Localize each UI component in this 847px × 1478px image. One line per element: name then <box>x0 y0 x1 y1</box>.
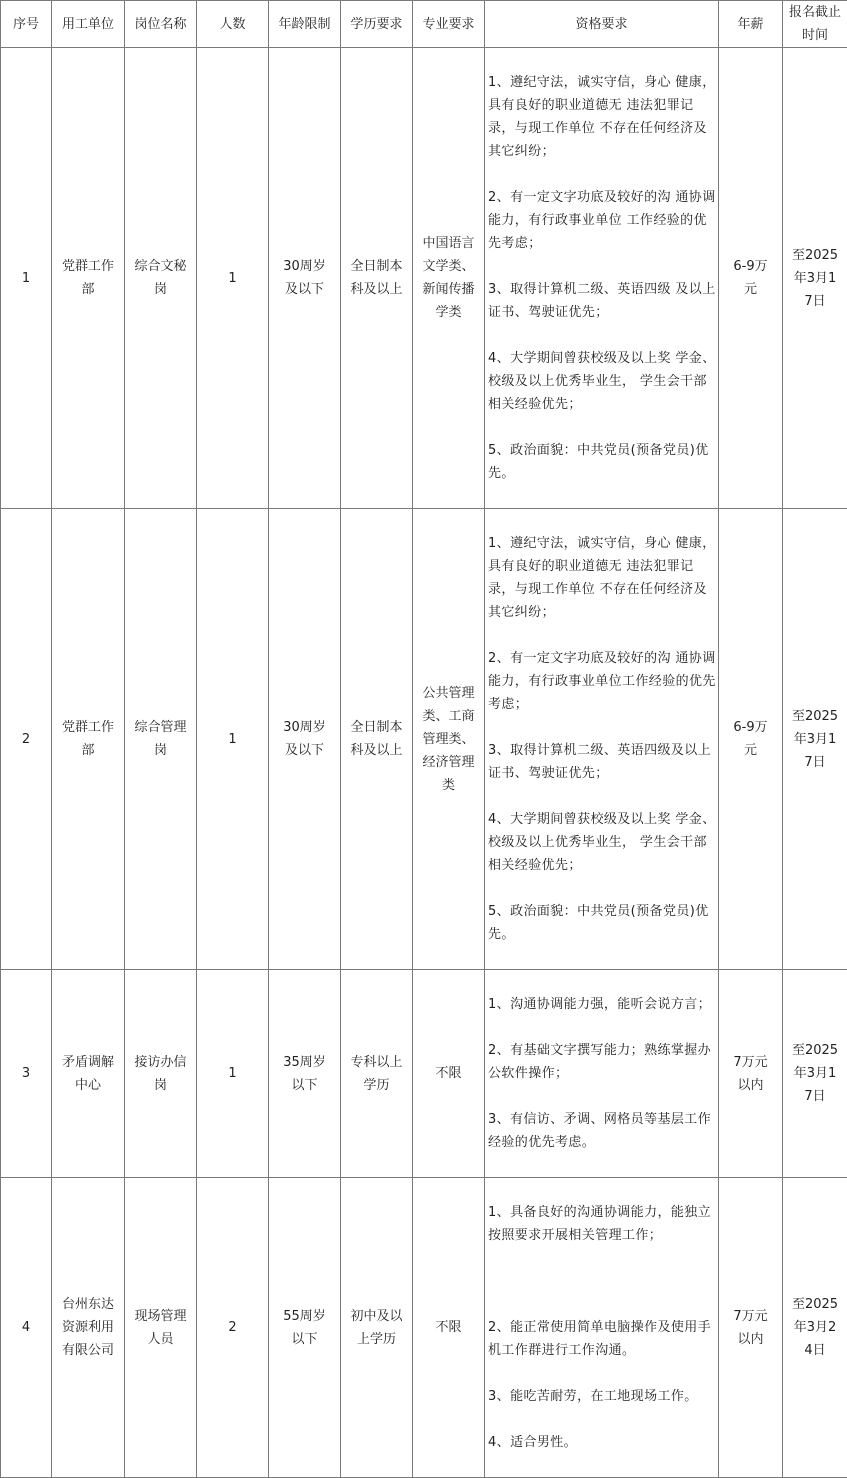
qualification-item: 4、适合男性。 <box>488 1431 716 1454</box>
cell-major: 不限 <box>413 1178 485 1478</box>
cell-qualifications <box>485 48 719 509</box>
cell-salary: 7万元以内 <box>719 1178 783 1478</box>
cell-employer: 党群工作部 <box>52 48 125 509</box>
qualification-item: 4、大学期间曾获校级及以上奖 学金、校级及以上优秀毕业生， 学生会干部相关经验优先； <box>488 347 716 416</box>
cell-seq: 1 <box>1 48 52 509</box>
cell-count: 1 <box>197 970 269 1178</box>
header-row <box>1 1 847 48</box>
qualification-item: 1、遵纪守法，诚实守信，身心 健康，具有良好的职业道德无 违法犯罪记录，与现工作单位 不存在任何经济及其它纠纷； <box>488 71 716 163</box>
cell-employer: 台州东达资源利用有限公司 <box>52 1178 125 1478</box>
qualification-item: 3、取得计算机二级、英语四级 及以上证书、驾驶证优先； <box>488 278 716 324</box>
qualification-item: 1、具备良好的沟通协调能力，能独立按照要求开展相关管理工作； <box>488 1201 716 1247</box>
cell-seq: 2 <box>1 509 52 970</box>
qualification-item: 2、有基础文字撰写能力；熟练掌握办公软件操作； <box>488 1039 716 1085</box>
cell-education: 全日制本科及以上 <box>341 509 413 970</box>
cell-count: 1 <box>197 509 269 970</box>
qualification-item: 1、遵纪守法，诚实守信，身心 健康，具有良好的职业道德无 违法犯罪记录，与现工作单位 不存在任何经济及其它纠纷； <box>488 532 716 624</box>
header-education: 学历要求 <box>341 1 413 48</box>
cell-age: 35周岁以下 <box>269 970 341 1178</box>
cell-position: 现场管理人员 <box>125 1178 197 1478</box>
cell-seq: 3 <box>1 970 52 1178</box>
header-age: 年龄限制 <box>269 1 341 48</box>
qualification-spacer <box>488 1270 716 1293</box>
cell-deadline: 至2025年3月17日 <box>783 509 847 970</box>
cell-education: 初中及以上学历 <box>341 1178 413 1478</box>
cell-qualifications <box>485 1178 719 1478</box>
cell-count: 1 <box>197 48 269 509</box>
cell-major: 不限 <box>413 970 485 1178</box>
cell-education: 全日制本科及以上 <box>341 48 413 509</box>
header-deadline: 报名截止时间 <box>783 1 847 48</box>
cell-count: 2 <box>197 1178 269 1478</box>
cell-employer: 党群工作部 <box>52 509 125 970</box>
cell-qualifications <box>485 970 719 1178</box>
qualification-item: 5、政治面貌：中共党员(预备党员)优先。 <box>488 900 716 946</box>
header-qualifications: 资格要求 <box>485 1 719 48</box>
qualification-item: 3、有信访、矛调、网格员等基层工作经验的优先考虑。 <box>488 1108 716 1154</box>
header-seq: 序号 <box>1 1 52 48</box>
cell-salary: 7万元以内 <box>719 970 783 1178</box>
cell-major: 公共管理类、工商管理类、经济管理类 <box>413 509 485 970</box>
table-row <box>1 48 847 509</box>
cell-deadline: 至2025年3月17日 <box>783 970 847 1178</box>
cell-position: 综合文秘岗 <box>125 48 197 509</box>
cell-employer: 矛盾调解中心 <box>52 970 125 1178</box>
cell-deadline: 至2025年3月17日 <box>783 48 847 509</box>
qualification-item: 3、能吃苦耐劳，在工地现场工作。 <box>488 1385 716 1408</box>
cell-salary: 6-9万元 <box>719 48 783 509</box>
header-salary: 年薪 <box>719 1 783 48</box>
header-position: 岗位名称 <box>125 1 197 48</box>
cell-position: 综合管理岗 <box>125 509 197 970</box>
cell-position: 接访办信岗 <box>125 970 197 1178</box>
qualification-item: 1、沟通协调能力强，能听会说方言； <box>488 993 716 1016</box>
cell-qualifications <box>485 509 719 970</box>
table-row <box>1 509 847 970</box>
table-row <box>1 970 847 1178</box>
cell-age: 30周岁及以下 <box>269 48 341 509</box>
cell-age: 55周岁以下 <box>269 1178 341 1478</box>
qualification-item: 4、大学期间曾获校级及以上奖 学金、校级及以上优秀毕业生， 学生会干部相关经验优先； <box>488 808 716 877</box>
header-major: 专业要求 <box>413 1 485 48</box>
cell-salary: 6-9万元 <box>719 509 783 970</box>
cell-seq: 4 <box>1 1178 52 1478</box>
qualification-item: 2、有一定文字功底及较好的沟 通协调能力，有行政事业单位 工作经验的优先考虑； <box>488 186 716 255</box>
header-employer: 用工单位 <box>52 1 125 48</box>
cell-age: 30周岁及以下 <box>269 509 341 970</box>
table-row <box>1 1178 847 1478</box>
cell-education: 专科以上学历 <box>341 970 413 1178</box>
cell-major: 中国语言文学类、新闻传播学类 <box>413 48 485 509</box>
qualification-item: 2、能正常使用简单电脑操作及使用手机工作群进行工作沟通。 <box>488 1316 716 1362</box>
qualification-item: 2、有一定文字功底及较好的沟 通协调能力，有行政事业单位工作经验的优先考虑； <box>488 647 716 716</box>
qualification-item: 3、取得计算机二级、英语四级及以上证书、驾驶证优先； <box>488 739 716 785</box>
header-count: 人数 <box>197 1 269 48</box>
cell-deadline: 至2025年3月24日 <box>783 1178 847 1478</box>
qualification-item: 5、政治面貌：中共党员(预备党员)优先。 <box>488 439 716 485</box>
